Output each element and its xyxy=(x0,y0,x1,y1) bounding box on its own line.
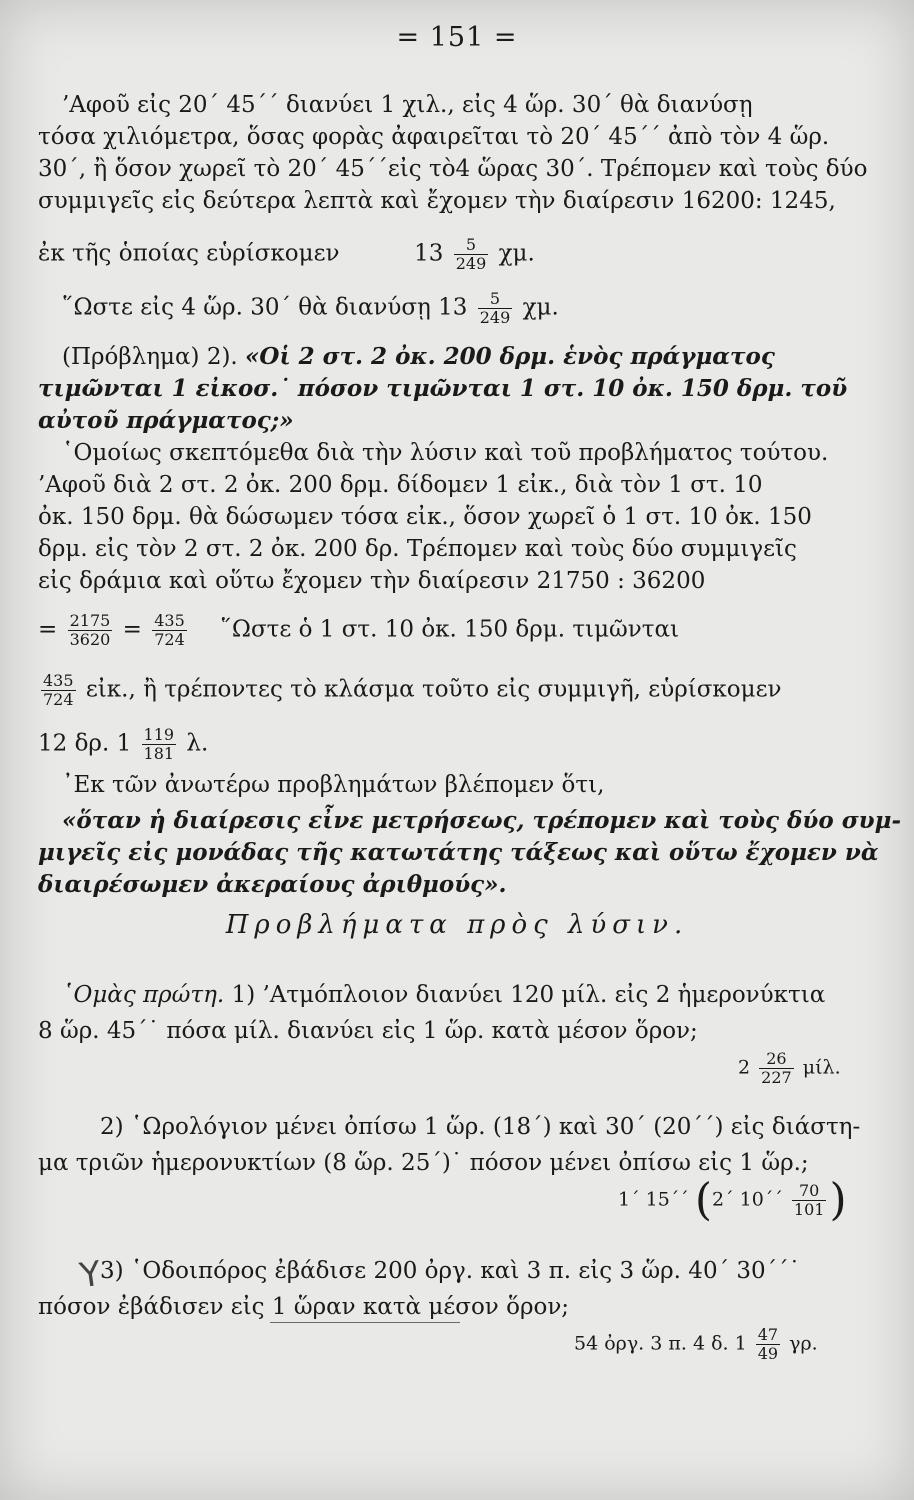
text-span: 2΄ 10΄΄ xyxy=(712,1188,783,1211)
page-number: = 151 = xyxy=(396,22,518,53)
exercise-line xyxy=(62,980,825,1010)
problem-statement: τιμῶνται 1 εἰκοσ.˙ πόσον τιμῶνται 1 στ. 10 ὀκ. 150 δρμ. τοῦ xyxy=(38,375,848,402)
fraction-numerator: 47 xyxy=(757,1325,779,1344)
equals-sign: = xyxy=(122,616,142,643)
text-line xyxy=(62,290,559,327)
fraction xyxy=(478,290,513,327)
text-span: εἰκ., ἢ τρέποντες τὸ κλάσμα τοῦτο εἰς συμμιγῆ, εὑρίσκομεν xyxy=(85,676,782,703)
fraction-numerator: 435 xyxy=(43,671,74,690)
fraction xyxy=(41,672,76,709)
fraction xyxy=(792,1182,827,1219)
text-line: ῾Ομοίως σκεπτόμεθα διὰ τὴν λύσιν καὶ τοῦ προβλήματος τούτου. xyxy=(62,440,829,466)
section-heading: Προβλήματα πρὸς λύσιν. xyxy=(225,910,689,940)
fraction-numerator: 5 xyxy=(489,289,501,308)
unit: χμ. xyxy=(498,240,535,267)
unit: μίλ. xyxy=(802,1056,841,1079)
fraction-denominator: 724 xyxy=(154,630,185,649)
fraction xyxy=(454,236,489,273)
text-line: συμμιγεῖς εἰς δεύτερα λεπτὰ καὶ ἔχομεν τὴν διαίρεσιν 16200: 1245, xyxy=(38,188,836,214)
text-line: τόσα χιλιόμετρα, ὅσας φορὰς ἀφαιρεῖται τὸ 20΄ 45΄΄ ἀπὸ τὸν 4 ὥρ. xyxy=(38,124,830,150)
fraction-numerator: 435 xyxy=(154,611,185,630)
fraction-numerator: 5 xyxy=(465,235,477,254)
fraction xyxy=(142,726,177,763)
fraction-denominator: 101 xyxy=(793,1200,825,1219)
text-span: ῞Ωστε ὁ 1 στ. 10 ὀκ. 150 δρμ. τιμῶνται xyxy=(220,616,680,643)
problem-statement: «Οἱ 2 στ. 2 ὀκ. 200 δρμ. ἑνὸς πράγματος xyxy=(245,343,775,370)
exercise-answer xyxy=(738,1050,841,1087)
text-line: εἰς δράμια καὶ οὕτω ἔχομεν τὴν διαίρεσιν 21750 : 36200 xyxy=(38,568,706,594)
text-line: ’Αφοῦ διὰ 2 στ. 2 ὀκ. 200 δρμ. δίδομεν 1 εἰκ., διὰ τὸν 1 στ. 10 xyxy=(38,472,763,498)
fraction-denominator: 249 xyxy=(455,254,487,273)
fraction-denominator: 49 xyxy=(757,1344,779,1363)
unit: γρ. xyxy=(789,1332,818,1355)
fraction-denominator: 227 xyxy=(761,1068,792,1087)
fraction-denominator: 181 xyxy=(143,744,175,763)
fraction-numerator: 70 xyxy=(798,1181,820,1200)
text-span: ῞Ωστε εἰς 4 ὥρ. 30΄ θὰ διανύσῃ xyxy=(62,294,431,321)
text-line: 30΄, ἢ ὅσον χωρεῖ τὸ 20΄ 45΄΄εἰς τὸ4 ὥρας 30΄. Τρέπομεν καὶ τοὺς δύο xyxy=(38,156,868,182)
text-line: ᾿Εκ τῶν ἀνωτέρω προβλημάτων βλέπομεν ὅτι, xyxy=(62,772,605,798)
text-line: ’Αφοῦ εἰς 20΄ 45΄΄ διανύει 1 χιλ., εἰς 4 ὥρ. 30΄ θὰ διανύσῃ xyxy=(62,92,753,118)
problem-label: (Πρόβλημα) 2). xyxy=(62,344,238,370)
rule-statement: «ὅταν ἡ διαίρεσις εἶνε μετρήσεως, τρέπομεν καὶ τοὺς δύο συμ- xyxy=(62,807,902,834)
text-line xyxy=(38,236,535,273)
text-line xyxy=(38,726,208,763)
rule-statement: μιγεῖς εἰς μονάδας τῆς κατωτάτης τάξεως καὶ οὕτω ἔχομεν νὰ xyxy=(38,839,879,866)
fraction-numerator: 119 xyxy=(143,725,175,744)
text-line xyxy=(62,342,775,372)
paren-close: ) xyxy=(829,1174,847,1226)
fraction-numerator: 26 xyxy=(766,1049,787,1068)
fraction-denominator: 249 xyxy=(479,308,511,327)
exercise-line: 3) ῾Οδοιπόρος ἐβάδισε 200 ὀργ. καὶ 3 π. εἰς 3 ὥρ. 40΄ 30΄΄˙ xyxy=(100,1258,801,1284)
text-line: ὀκ. 150 δρμ. θὰ δώσωμεν τόσα εἰκ., ὅσον χωρεῖ ὁ 1 στ. 10 ὀκ. 150 xyxy=(38,504,812,530)
text-span: 1΄ 15΄΄ xyxy=(618,1188,689,1211)
unit: λ. xyxy=(186,730,209,757)
fraction xyxy=(756,1326,780,1363)
number: 2 xyxy=(738,1056,751,1079)
fraction xyxy=(152,612,187,649)
equation-line xyxy=(38,612,679,649)
exercise-line: πόσον ἐβάδισεν εἰς 1 ὥραν κατὰ μέσον ὅρον; xyxy=(38,1294,570,1320)
margin-mark: Y xyxy=(77,1253,104,1297)
exercise-line: μα τριῶν ἡμερονυκτίων (8 ὥρ. 25΄)˙ πόσον μένει ὀπίσω εἰς 1 ὥρ.; xyxy=(38,1150,809,1176)
text-span: 1) ’Ατμόπλοιον διανύει 120 μίλ. εἰς 2 ἡμερονύκτια xyxy=(231,982,826,1008)
text-span: ἐκ τῆς ὁποίας εὑρίσκομεν xyxy=(38,240,340,267)
fraction xyxy=(759,1050,794,1087)
fraction-denominator: 3620 xyxy=(69,630,111,649)
fraction xyxy=(68,612,113,649)
unit: χμ. xyxy=(522,294,559,321)
text-line xyxy=(38,672,782,709)
equals-sign: = xyxy=(38,616,58,643)
pencil-underline xyxy=(270,1322,460,1323)
problem-statement: αὐτοῦ πράγματος;» xyxy=(38,407,294,434)
paren-open: ( xyxy=(694,1174,713,1226)
exercise-line: 8 ὥρ. 45΄˙ πόσα μίλ. διανύει εἰς 1 ὥρ. κατὰ μέσον ὅρον; xyxy=(38,1018,698,1044)
text-span: 12 δρ. 1 xyxy=(38,730,132,757)
rule-statement: διαιρέσωμεν ἀκεραίους ἀριθμούς». xyxy=(38,871,507,898)
text-line: δρμ. εἰς τὸν 2 στ. 2 ὀκ. 200 δρ. Τρέπομεν καὶ τοὺς δύο συμμιγεῖς xyxy=(38,536,797,562)
exercise-answer xyxy=(574,1326,818,1363)
number: 13 xyxy=(438,294,468,321)
exercise-line: 2) ῾Ωρολόγιον μένει ὀπίσω 1 ὥρ. (18΄) καὶ 30΄ (20΄΄) εἰς διάστη- xyxy=(100,1114,861,1140)
fraction-numerator: 2175 xyxy=(69,611,111,630)
group-label: ῾Ομὰς πρώτη. xyxy=(62,982,225,1008)
exercise-answer xyxy=(618,1174,847,1226)
text-span: 54 ὀργ. 3 π. 4 δ. 1 xyxy=(574,1332,747,1355)
number: 13 xyxy=(414,240,444,267)
fraction-denominator: 724 xyxy=(43,690,74,709)
